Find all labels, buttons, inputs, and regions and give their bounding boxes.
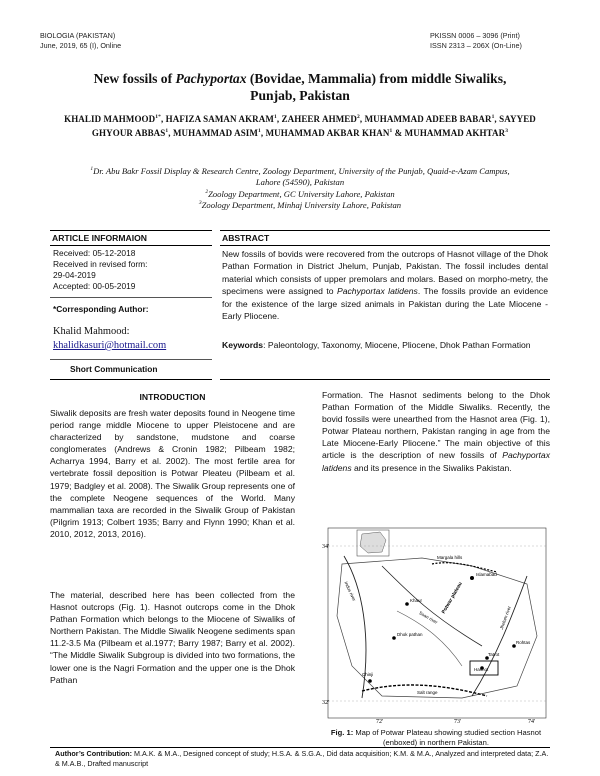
map-label-tatrot: Tatrot (488, 652, 500, 657)
author-contribution (55, 749, 550, 769)
journal-issue: June, 2019, 65 (I), Online (40, 40, 122, 50)
accepted-date: Accepted: 00-05-2019 (53, 281, 136, 291)
introduction-heading: INTRODUCTION (139, 392, 206, 402)
title-prefix: New fossils of (93, 71, 176, 86)
author-name: MUHAMMAD ADEEB BABAR (364, 114, 492, 124)
divider (50, 359, 212, 360)
map-label-khaur: Khaur (410, 598, 423, 603)
map-label-margala: Margala hills (437, 555, 463, 560)
corresponding-email-link[interactable]: khalidkasuri@hotmail.com (53, 340, 167, 351)
map-lon-2: 73' (454, 719, 462, 725)
abstract-text: New fossils of bovids were recovered from the outcrops of Hasnot village of the Dhok Pathan Formation in District Jhelum, Punjab, Pakistan. The fossil includes dental material which consists of upper premolars and molars. Based on morpho-metry, the specimens were assigned to (222, 249, 548, 297)
map-label-hasnot: Hasnot (474, 667, 489, 672)
keywords-label: Keywords (222, 340, 264, 350)
intro-left-para2: The material, described here has been collected from the Hasnot outcrops (Fig. 1). Hasnot outcrops come in the Dhok Pathan Formation which belongs to the Miocene of Siwaliks of Northern Pakistan. The Middle Siwalik Neogene sediments span 11.2-3.5 Ma (Pilbeam et al.1977; Barry 1987; Barry et al. 2002). “The Middle Siwalik Subgroup is divided into two formations, the lower one is the Nagri Formation and the upper one is the Dhok Pathan (50, 590, 295, 685)
divider (220, 230, 550, 231)
abstract-heading: ABSTRACT (222, 233, 270, 243)
footer-label: Author’s Contribution: (55, 749, 133, 758)
affil1-line2: Lahore (54590), Pakistan (255, 177, 345, 188)
map-label-islamabad: Islamabad (476, 572, 497, 577)
map-label-jhelum: Jhelum river (498, 605, 512, 631)
revised-label: Received in revised form: (53, 259, 148, 269)
map-lat-bottom: 32' (322, 700, 330, 706)
intro-right-species: Pachyportax latidens (322, 450, 550, 473)
author-name: KHALID MAHMOOD (64, 114, 156, 124)
map-label-soan: Soan river (418, 610, 439, 625)
corresponding-author (53, 325, 166, 353)
author-list: KHALID $MAHMOOD^{1*}$, HAFIZA SAMAN AKRAM$^1$, ZAHEER AHMED$^2$, MUHAMMAD ADEEB BABAR$^1$, SAYYED GHYOUR ABBAS$^1$, MUHAMMAD ASIM$^1$, MUHAMMAD AKBAR KHAN$^1$ & MUHAMMAD AKHTAR$^3$ (64, 114, 536, 138)
paper-title (40, 70, 560, 104)
title-line2: Punjab, Pakistan (250, 88, 350, 103)
author-affil-sup: 1 (165, 128, 169, 134)
corresponding-label: *Corresponding Author: (53, 304, 149, 314)
figure-caption-label: Fig. 1: (330, 728, 354, 737)
author-affil-sup: 1 (389, 128, 393, 134)
map-label-indus: Indus river (343, 580, 357, 602)
intro-right-text: Formation. The Hasnot sediments belong to the Dhok Pathan Formation of the Middle Siwaliks. Recently, the bovid fossils were unearthed from the Hasnot area (Fig. 1), Potwar Plateau northern, Pakistan ranging in age from the Late Miocene-Early Pliocene.” The main objective of this article is the description of new fossils of (322, 390, 550, 461)
divider (220, 245, 550, 246)
author-name: MUHAMMAD AKBAR KHAN (265, 128, 390, 138)
article-dates (53, 248, 213, 292)
map-label-salt: Salt range (417, 690, 438, 695)
potwar-map-figure (322, 526, 550, 726)
author-affil-sup: 1 (273, 114, 277, 120)
author-affil-sup: 1 (258, 128, 261, 134)
figure-caption-text: Map of Potwar Plateau showing studied section Hasnot (enboxed) in northern Pakistan. (353, 728, 542, 747)
author-affil-sup: 2 (357, 114, 360, 120)
divider (50, 379, 212, 380)
journal-name: BIOLOGIA (PAKISTAN) (40, 31, 116, 40)
figure-caption (322, 728, 550, 748)
author-affil-sup: 1* (155, 114, 161, 120)
corresponding-name: Khalid Mahmood: (53, 326, 130, 337)
article-info-heading: ARTICLE INFORMAION (52, 233, 148, 243)
issn-print: PKISSN 0006 – 3096 (Print) (430, 31, 520, 40)
revised-date: 29-04-2019 (53, 270, 96, 280)
footer-rule (50, 747, 550, 748)
divider (50, 297, 212, 298)
keywords-list: : Paleontology, Taxonomy, Miocene, Pliocene, Dhok Pathan Formation (263, 340, 531, 350)
map-label-chinji: Chinji (362, 672, 374, 677)
abstract-text-end: . The fossils provide an evidence for the existence of the large sized animals in Pakistan during the Late Miocene -Early Pliocene. (222, 286, 549, 322)
author-affil-sup: 1 (491, 114, 495, 120)
affiliations (60, 166, 540, 212)
author-affil-sup: 3 (505, 128, 509, 134)
keywords (222, 339, 548, 351)
divider (50, 230, 212, 231)
divider (50, 245, 212, 246)
affil1-line1: Dr. Abu Bakr Fossil Display & Research Centre, Zoology Department, University of the Punjab, Quaid-e-Azam Campus, (93, 166, 510, 176)
abstract-species: Pachyportax latidens (336, 286, 418, 297)
potwar-map (322, 526, 550, 726)
article-type: Short Communication (70, 364, 158, 374)
issn-online: ISSN 2313 – 206X (On-Line) (430, 40, 522, 50)
intro-right-para (322, 389, 550, 474)
title-genus: Pachyportax (175, 71, 247, 86)
author-name: ZAHEER AHMED (281, 114, 357, 124)
map-label-rohtas: Rohtas (516, 640, 531, 645)
abstract-body (222, 248, 548, 322)
affil2-sup: 2 (205, 188, 209, 195)
author-name: SAYYED GHYOUR ABBAS (91, 114, 536, 138)
received-date: Received: 05-12-2018 (53, 248, 136, 258)
footer-text: M.A.K. & M.A., Designed concept of study; H.S.A. & S.G.A., Did data acquisition; K.M. & M.A., Analyzed and interpreted data; Z.A. & M.A.B., Drafted manuscript (55, 749, 549, 768)
affil3-sup: 3 (198, 200, 202, 207)
map-label-dhok: Dhok pathan (397, 632, 423, 637)
intro-right-end: and its presence in the Siwaliks Pakistan. (351, 462, 512, 473)
map-lon-1: 72' (376, 719, 384, 725)
divider (220, 379, 550, 380)
journal-header (40, 31, 121, 50)
map-lon-3: 74' (528, 719, 536, 725)
author-name: MUHAMMAD ASIM (172, 128, 258, 138)
intro-left-para1: Siwalik deposits are fresh water deposits found in Neogene time period range middle Miocene to upper Pleistocene and are characterized by sandstone, mudstone and coarse conglomerates (Andrews & Cronin 1982; Pilbeam 1982; Acharrya 1994, Barry et al. 2002). The most fertile area for vertebrate fossil deposition is Potwar Pleateu (Pilbeam et al. 1979; Badgley et al. 2008). The Siwalik Group represents one of the complete Neogene sequences of the World. Many mammalian taxa are recorded in the Siwalik Group of Pakistan (Pilgrim 1913; Colbert 1935; Barry and Flynn 1990; Khan et al. 2010, 2012, 2013, 2016). (50, 408, 295, 539)
affil3: Zoology Department, Minhaj University Lahore, Pakistan (201, 200, 402, 211)
author-name: HAFIZA SAMAN AKRAM (165, 114, 274, 124)
author-name: MUHAMMAD AKHTAR (404, 128, 506, 138)
issn-block (430, 31, 560, 50)
map-label-potwar: Potwar plateau (440, 581, 464, 615)
affil2: Zoology Department, GC University Lahore, Pakistan (208, 188, 395, 199)
map-lat-top: 34' (322, 544, 330, 550)
affil1-sup: 1 (90, 166, 94, 173)
title-suffix: (Bovidae, Mammalia) from middle Siwaliks, (246, 71, 507, 86)
